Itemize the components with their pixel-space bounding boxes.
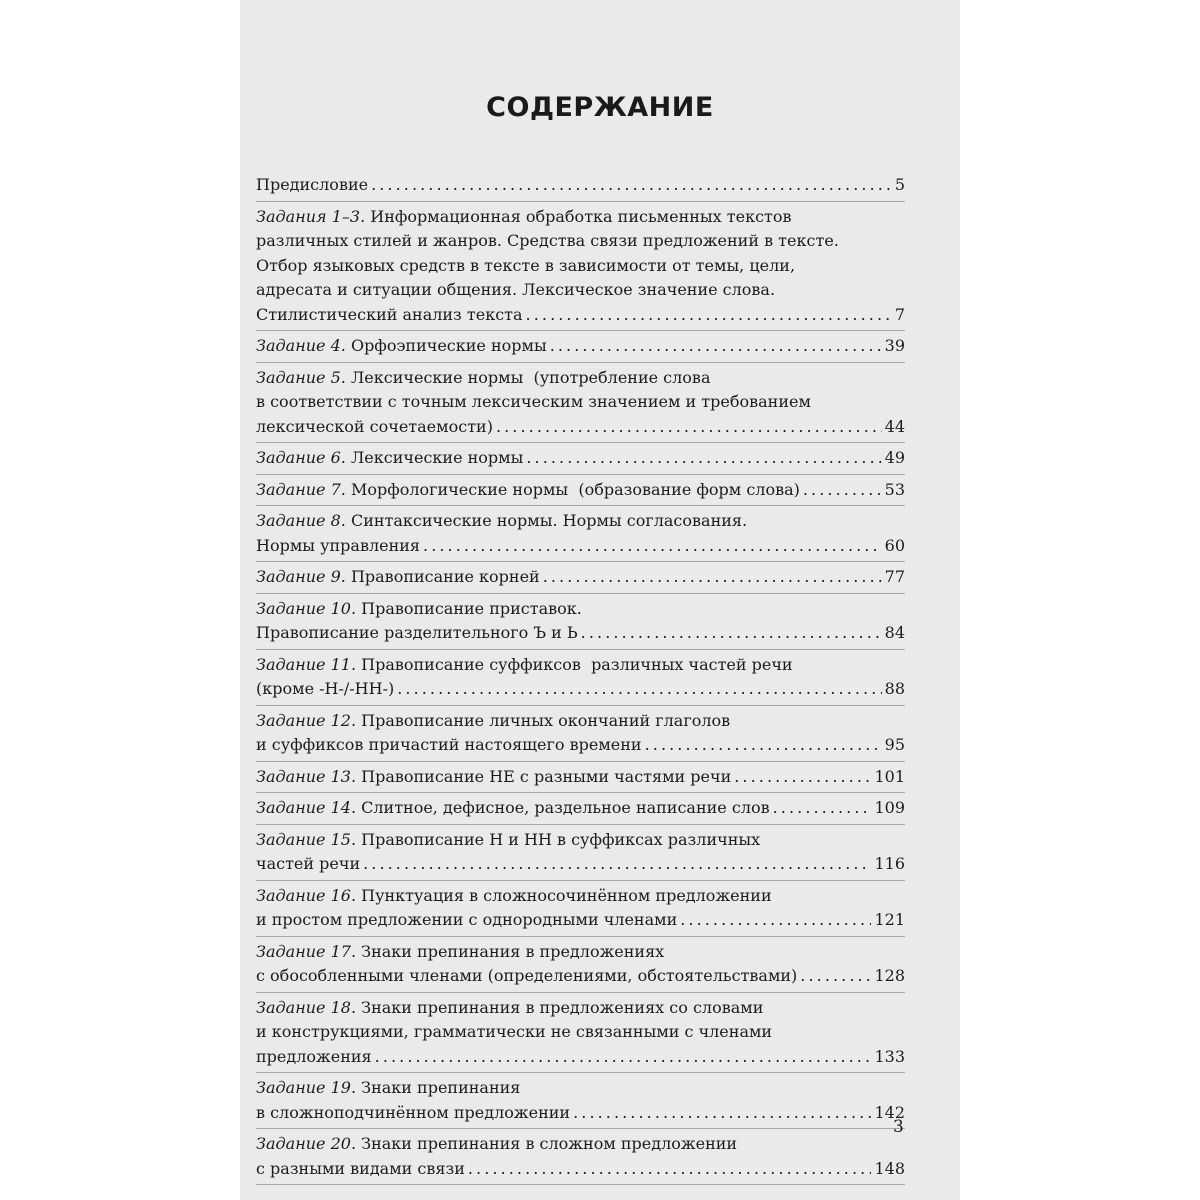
task-label: Задание 8. [256,511,346,530]
toc-entry [256,594,905,650]
page-number: 101 [874,766,905,786]
toc-line [256,765,905,790]
toc-entry [256,562,905,594]
task-label: Задание 19. [256,1078,357,1097]
toc-text: Правописание личных окончаний глаголов [356,710,731,730]
toc-line [256,1045,905,1070]
toc-entry [256,793,905,825]
toc-line [256,1101,905,1126]
toc-line [256,796,905,821]
toc-text: (кроме -Н-/-НН-) [256,679,395,698]
toc-text: предложения [256,1046,372,1066]
toc-entry [256,825,905,881]
page-number: 142 [874,1102,905,1122]
task-label: Задание 11. [256,654,357,674]
toc-text: Морфологические нормы (образование форм слова) [345,479,800,499]
toc-line [256,733,905,758]
toc-line [256,565,905,590]
task-label: Задание 4. [256,336,346,355]
toc-entry [256,331,905,363]
toc-entry [256,363,905,444]
toc-line [256,996,905,1021]
toc-line [256,940,905,965]
dot-leader [550,334,882,359]
toc-text: и суффиксов причастий настоящего времени [256,735,642,754]
dot-leader [680,908,871,933]
toc-line [256,366,905,391]
dot-leader [773,796,872,821]
toc-line [256,229,905,254]
page-number: 116 [874,854,905,873]
toc-line [256,828,905,853]
task-label: Задание 18. [256,997,357,1017]
task-label: Задание 7. [256,479,346,499]
toc-line [256,964,905,989]
toc-line [256,852,905,877]
toc-entry [256,706,905,762]
task-label: Задание 10. [256,598,357,618]
toc-line [256,534,905,559]
toc-entry [256,443,905,475]
dot-leader [526,303,892,328]
task-label: Задание 20. [256,1134,357,1153]
toc-line [256,1020,905,1045]
toc-text: различных стилей и жанров. Средства связи предложений в тексте. [256,231,839,250]
toc-text: Знаки препинания в сложном предложении [356,1134,738,1153]
toc-line [256,1076,905,1101]
dot-leader [423,534,882,559]
page-title: СОДЕРЖАНИЕ [486,92,714,123]
dot-leader [371,173,892,198]
page-number: 53 [884,479,905,499]
toc-text: частей речи [256,854,361,873]
dot-leader [543,565,882,590]
dot-leader [496,415,882,440]
toc-text: Пунктуация в сложносочинённом предложении [356,885,772,905]
toc-line [256,709,905,734]
page-number: 7 [894,304,905,324]
toc-entry [256,993,905,1074]
page-number: 88 [884,679,905,698]
toc-text: Правописание Н и НН в суффиксах различных [356,829,761,849]
task-label: Задание 6. [256,448,346,467]
toc-entry [256,762,905,794]
toc-text: с обособленными членами (определениями, обстоятельствами) [256,966,798,985]
toc-text: с разными видами связи [256,1158,465,1178]
task-label: Задание 14. [256,798,357,817]
toc-line [256,621,905,646]
toc-entry [256,475,905,507]
toc-line [256,446,905,471]
page-number: 5 [894,175,905,194]
toc-text: Слитное, дефисное, раздельное написание слов [356,798,770,817]
task-label: Задания 1–3. [256,206,366,226]
toc-entry [256,937,905,993]
page-number: 128 [874,966,905,985]
toc-entry [256,202,905,332]
table-of-contents [256,170,905,1185]
toc-entry [256,506,905,562]
task-label: Задание 9. [256,567,346,586]
dot-leader [397,677,881,702]
dot-leader [800,964,871,989]
toc-line [256,254,905,279]
toc-text: лексической сочетаемости) [256,416,493,436]
page-number: 44 [884,416,905,436]
page-number: 133 [874,1046,905,1066]
toc-text: Знаки препинания [356,1078,521,1097]
toc-line [256,205,905,230]
dot-leader [573,1101,871,1126]
toc-text: в соответствии с точным лексическим значением и требованием [256,392,811,411]
toc-line [256,597,905,622]
toc-text: Нормы управления [256,535,421,555]
toc-line [256,1132,905,1157]
page-number: 148 [874,1158,905,1178]
toc-text: Правописание разделительного Ъ и Ь [256,623,578,642]
toc-text: Стилистический анализ текста [256,304,523,324]
toc-text: Лексические нормы [345,448,524,467]
dot-leader [645,733,882,758]
page-number: 39 [884,336,905,355]
page-number: 109 [874,798,905,817]
toc-line [256,390,905,415]
toc-line [256,415,905,440]
toc-text: Правописание суффиксов различных частей речи [356,654,793,674]
page-number: 49 [884,448,905,467]
toc-text: Лексические нормы (употребление слова [345,367,711,387]
task-label: Задание 12. [256,710,357,730]
toc-entry [256,881,905,937]
task-label: Задание 5. [256,367,346,387]
toc-text: в сложноподчинённом предложении [256,1102,571,1122]
dot-leader [526,446,881,471]
toc-line [256,884,905,909]
toc-text: Правописание приставок. [356,598,582,618]
task-label: Задание 13. [256,766,357,786]
page-number: 95 [884,735,905,754]
toc-line [256,653,905,678]
toc-line [256,334,905,359]
dot-leader [363,852,871,877]
toc-entry [256,650,905,706]
book-page [240,0,960,1200]
toc-line [256,509,905,534]
page-number: 121 [874,910,905,929]
toc-line [256,478,905,503]
toc-text: Знаки препинания в предложениях [356,941,665,961]
task-label: Задание 15. [256,829,357,849]
toc-text: и конструкциями, грамматически не связанными с членами [256,1022,773,1041]
toc-entry [256,1129,905,1185]
toc-line [256,173,905,198]
page-number: 84 [884,623,905,642]
toc-text: Орфоэпические нормы [345,336,547,355]
toc-text: Отбор языковых средств в тексте в зависимости от темы, цели, [256,255,796,275]
dot-leader [734,765,871,790]
toc-text: Предисловие [256,175,369,194]
dot-leader [375,1045,872,1070]
toc-text: Правописание корней [345,567,540,586]
page-number: 77 [884,567,905,586]
toc-line [256,1157,905,1182]
dot-leader [803,478,882,503]
toc-text: и простом предложении с однородными членами [256,910,678,929]
toc-entry [256,170,905,202]
toc-line [256,303,905,328]
task-label: Задание 16. [256,885,357,905]
toc-text: Знаки препинания в предложениях со словами [356,997,764,1017]
toc-text: Правописание НЕ с разными частями речи [356,766,732,786]
toc-entry [256,1073,905,1129]
dot-leader [468,1157,872,1182]
toc-text: Информационная обработка письменных текстов [365,206,792,226]
toc-line [256,278,905,303]
toc-text: Синтаксические нормы. Нормы согласования. [345,511,748,530]
page-folio: 3 [893,1117,904,1137]
toc-line [256,677,905,702]
page-number: 60 [884,535,905,555]
dot-leader [581,621,882,646]
task-label: Задание 17. [256,941,357,961]
toc-text: адресата и ситуации общения. Лексическое значение слова. [256,280,776,299]
toc-line [256,908,905,933]
